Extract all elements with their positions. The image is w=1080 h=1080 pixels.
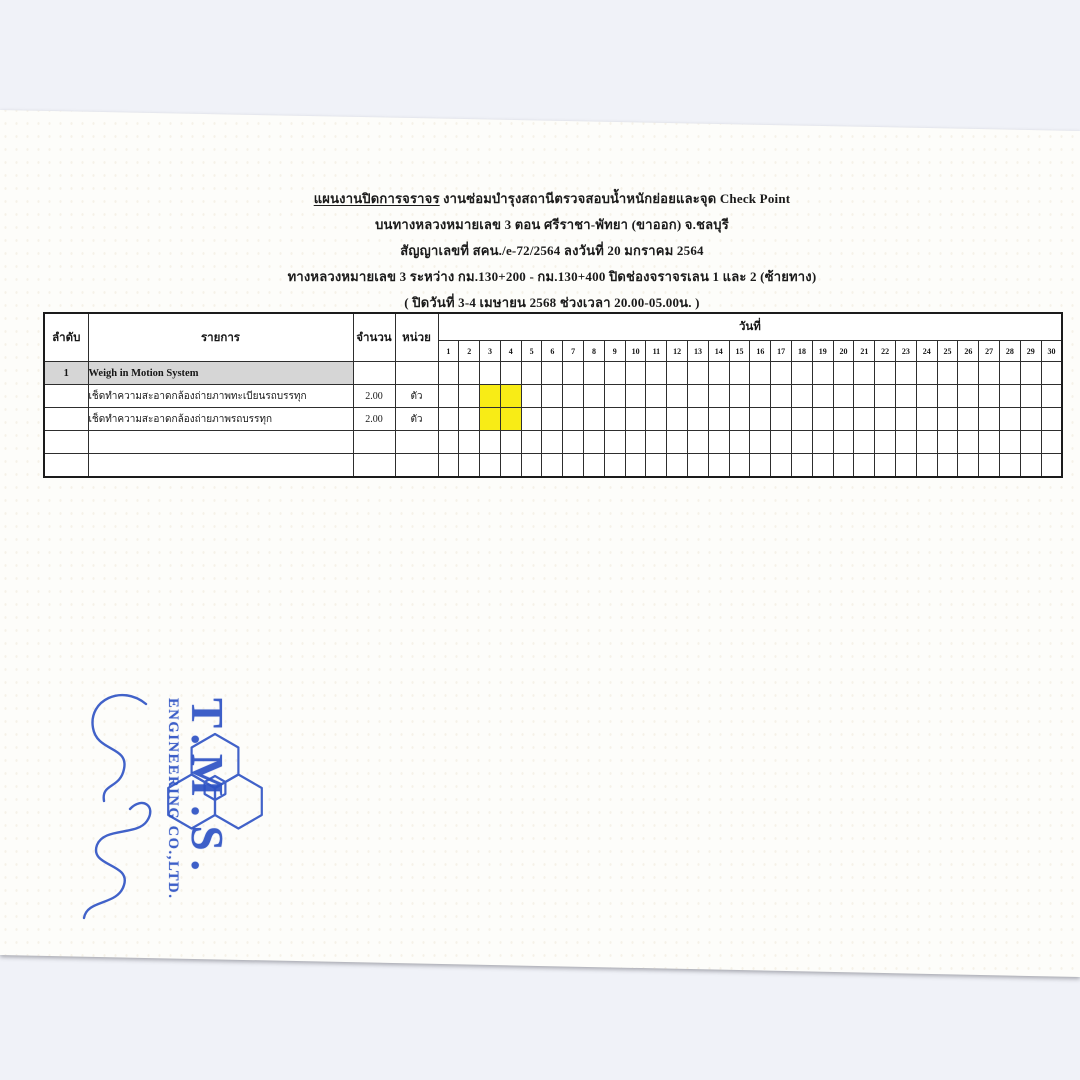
- schedule-day-cell: [916, 408, 937, 431]
- schedule-day-cell: [979, 385, 1000, 408]
- row-qty-cell: 2.00: [353, 385, 395, 408]
- schedule-day-cell: [1020, 431, 1041, 454]
- row-unit-cell: [395, 454, 438, 477]
- day-header-24: 24: [916, 341, 937, 362]
- title-line-3: สัญญาเลขที่ สคน./e-72/2564 ลงวันที่ 20 มกราคม 2564: [400, 243, 704, 258]
- schedule-day-cell: [563, 362, 584, 385]
- schedule-day-cell: [688, 431, 709, 454]
- day-header-25: 25: [937, 341, 958, 362]
- schedule-day-cell: [459, 362, 480, 385]
- schedule-day-cell: [604, 362, 625, 385]
- schedule-day-cell: [729, 362, 750, 385]
- schedule-day-cell: [563, 454, 584, 477]
- day-header-2: 2: [459, 341, 480, 362]
- task-row: [44, 408, 1062, 431]
- schedule-day-cell: [604, 408, 625, 431]
- schedule-day-cell: [542, 385, 563, 408]
- schedule-day-cell: [438, 362, 459, 385]
- col-header-no: ลำดับ: [44, 313, 88, 362]
- row-item-cell: Weigh in Motion System: [88, 362, 353, 385]
- day-header-15: 15: [729, 341, 750, 362]
- schedule-day-cell: [792, 385, 813, 408]
- day-header-14: 14: [708, 341, 729, 362]
- day-header-29: 29: [1020, 341, 1041, 362]
- schedule-day-cell: [854, 362, 875, 385]
- schedule-day-cell: [667, 362, 688, 385]
- schedule-day-cell: [771, 454, 792, 477]
- schedule-day-cell: [958, 431, 979, 454]
- schedule-day-cell: [854, 408, 875, 431]
- schedule-day-cell: [916, 385, 937, 408]
- schedule-day-cell: [625, 454, 646, 477]
- schedule-day-cell: [438, 385, 459, 408]
- stamp-company-name: T.M.S.: [182, 698, 232, 880]
- schedule-highlight-cell-day-3: [480, 408, 501, 431]
- schedule-day-cell: [688, 408, 709, 431]
- day-header-8: 8: [584, 341, 605, 362]
- schedule-day-cell: [771, 408, 792, 431]
- schedule-day-cell: [480, 454, 501, 477]
- schedule-day-cell: [771, 385, 792, 408]
- schedule-day-cell: [875, 431, 896, 454]
- schedule-day-cell: [937, 454, 958, 477]
- schedule-day-cell: [750, 431, 771, 454]
- schedule-day-cell: [812, 362, 833, 385]
- day-header-1: 1: [438, 341, 459, 362]
- schedule-day-cell: [667, 431, 688, 454]
- row-qty-cell: [353, 362, 395, 385]
- schedule-day-cell: [584, 385, 605, 408]
- schedule-day-cell: [1041, 362, 1062, 385]
- schedule-day-cell: [833, 454, 854, 477]
- empty-row: [44, 431, 1062, 454]
- schedule-day-cell: [604, 454, 625, 477]
- schedule-day-cell: [1041, 454, 1062, 477]
- schedule-day-cell: [750, 454, 771, 477]
- company-stamp: [60, 688, 295, 928]
- col-header-date-group: วันที่: [438, 313, 1062, 341]
- schedule-day-cell: [1000, 454, 1021, 477]
- schedule-day-cell: [438, 408, 459, 431]
- schedule-day-cell: [958, 408, 979, 431]
- schedule-day-cell: [833, 362, 854, 385]
- schedule-day-cell: [708, 454, 729, 477]
- schedule-day-cell: [896, 431, 917, 454]
- schedule-day-cell: [459, 408, 480, 431]
- schedule-day-cell: [1020, 385, 1041, 408]
- schedule-day-cell: [833, 431, 854, 454]
- schedule-day-cell: [729, 408, 750, 431]
- schedule-day-cell: [750, 408, 771, 431]
- row-no-cell: [44, 454, 88, 477]
- row-unit-cell: ตัว: [395, 408, 438, 431]
- day-header-17: 17: [771, 341, 792, 362]
- schedule-day-cell: [480, 431, 501, 454]
- schedule-day-cell: [854, 385, 875, 408]
- day-header-5: 5: [521, 341, 542, 362]
- day-header-22: 22: [875, 341, 896, 362]
- schedule-day-cell: [646, 408, 667, 431]
- schedule-day-cell: [896, 362, 917, 385]
- schedule-day-cell: [521, 362, 542, 385]
- schedule-day-cell: [563, 431, 584, 454]
- day-header-30: 30: [1041, 341, 1062, 362]
- schedule-day-cell: [646, 385, 667, 408]
- document-title-block: [43, 186, 1061, 316]
- schedule-day-cell: [937, 385, 958, 408]
- schedule-day-cell: [1020, 362, 1041, 385]
- schedule-day-cell: [916, 362, 937, 385]
- schedule-day-cell: [979, 454, 1000, 477]
- section-row: [44, 362, 1062, 385]
- row-no-cell: [44, 385, 88, 408]
- schedule-day-cell: [542, 431, 563, 454]
- schedule-day-cell: [604, 385, 625, 408]
- day-header-16: 16: [750, 341, 771, 362]
- schedule-day-cell: [792, 454, 813, 477]
- schedule-day-cell: [563, 385, 584, 408]
- row-no-cell: [44, 431, 88, 454]
- schedule-day-cell: [459, 385, 480, 408]
- schedule-day-cell: [459, 431, 480, 454]
- schedule-day-cell: [625, 408, 646, 431]
- schedule-day-cell: [646, 454, 667, 477]
- work-schedule-table: [43, 312, 1063, 478]
- row-item-cell: เช็ดทำความสะอาดกล้องถ่ายภาพรถบรรทุก: [88, 408, 353, 431]
- day-header-20: 20: [833, 341, 854, 362]
- title-line-1-rest: งานซ่อมบำรุงสถานีตรวจสอบน้ำหนักย่อยและจุด Check Point: [439, 191, 791, 206]
- schedule-day-cell: [521, 385, 542, 408]
- row-qty-cell: [353, 454, 395, 477]
- schedule-day-cell: [604, 431, 625, 454]
- col-header-unit: หน่วย: [395, 313, 438, 362]
- schedule-day-cell: [646, 431, 667, 454]
- day-header-12: 12: [667, 341, 688, 362]
- schedule-day-cell: [792, 362, 813, 385]
- day-header-13: 13: [688, 341, 709, 362]
- schedule-day-cell: [1041, 385, 1062, 408]
- schedule-day-cell: [521, 408, 542, 431]
- schedule-day-cell: [854, 431, 875, 454]
- schedule-day-cell: [667, 454, 688, 477]
- title-line-1-underlined: แผนงานปิดการจราจร: [313, 191, 440, 206]
- schedule-day-cell: [792, 408, 813, 431]
- day-header-27: 27: [979, 341, 1000, 362]
- schedule-day-cell: [1000, 431, 1021, 454]
- schedule-day-cell: [688, 362, 709, 385]
- schedule-day-cell: [438, 454, 459, 477]
- title-line-2: บนทางหลวงหมายเลข 3 ตอน ศรีราชา-พัทยา (ขาออก) จ.ชลบุรี: [375, 217, 729, 232]
- schedule-day-cell: [958, 385, 979, 408]
- schedule-day-cell: [896, 385, 917, 408]
- schedule-day-cell: [812, 454, 833, 477]
- schedule-day-cell: [708, 385, 729, 408]
- row-no-cell: [44, 408, 88, 431]
- schedule-day-cell: [792, 431, 813, 454]
- title-line-1: [43, 186, 1061, 212]
- schedule-day-cell: [500, 362, 521, 385]
- schedule-day-cell: [542, 408, 563, 431]
- schedule-day-cell: [812, 431, 833, 454]
- col-header-qty: จำนวน: [353, 313, 395, 362]
- schedule-day-cell: [979, 362, 1000, 385]
- day-header-28: 28: [1000, 341, 1021, 362]
- schedule-day-cell: [1000, 362, 1021, 385]
- schedule-day-cell: [1020, 408, 1041, 431]
- schedule-day-cell: [625, 385, 646, 408]
- schedule-day-cell: [750, 362, 771, 385]
- day-header-23: 23: [896, 341, 917, 362]
- schedule-day-cell: [521, 431, 542, 454]
- day-header-19: 19: [812, 341, 833, 362]
- schedule-day-cell: [1000, 408, 1021, 431]
- schedule-day-cell: [688, 454, 709, 477]
- title-line-5: ( ปิดวันที่ 3-4 เมษายน 2568 ช่วงเวลา 20.00-05.00น. ): [404, 295, 700, 310]
- schedule-day-cell: [1000, 385, 1021, 408]
- schedule-day-cell: [542, 362, 563, 385]
- schedule-day-cell: [667, 385, 688, 408]
- day-header-21: 21: [854, 341, 875, 362]
- schedule-day-cell: [771, 362, 792, 385]
- schedule-day-cell: [667, 408, 688, 431]
- schedule-day-cell: [937, 362, 958, 385]
- day-header-4: 4: [500, 341, 521, 362]
- day-header-18: 18: [792, 341, 813, 362]
- schedule-day-cell: [875, 454, 896, 477]
- schedule-day-cell: [875, 408, 896, 431]
- day-header-3: 3: [480, 341, 501, 362]
- schedule-day-cell: [729, 431, 750, 454]
- row-item-cell: [88, 431, 353, 454]
- row-unit-cell: ตัว: [395, 385, 438, 408]
- schedule-day-cell: [916, 431, 937, 454]
- row-unit-cell: [395, 362, 438, 385]
- schedule-day-cell: [771, 431, 792, 454]
- schedule-day-cell: [833, 385, 854, 408]
- title-line-4: ทางหลวงหมายเลข 3 ระหว่าง กม.130+200 - กม.130+400 ปิดช่องจราจรเลน 1 และ 2 (ซ้ายทาง): [287, 269, 817, 284]
- day-header-11: 11: [646, 341, 667, 362]
- row-item-cell: เช็ดทำความสะอาดกล้องถ่ายภาพทะเบียนรถบรรทุก: [88, 385, 353, 408]
- schedule-day-cell: [937, 408, 958, 431]
- schedule-day-cell: [833, 408, 854, 431]
- schedule-day-cell: [958, 362, 979, 385]
- schedule-day-cell: [480, 362, 501, 385]
- schedule-day-cell: [1020, 454, 1041, 477]
- row-item-cell: [88, 454, 353, 477]
- schedule-day-cell: [500, 454, 521, 477]
- schedule-day-cell: [729, 454, 750, 477]
- schedule-day-cell: [729, 385, 750, 408]
- schedule-day-cell: [979, 408, 1000, 431]
- schedule-day-cell: [625, 362, 646, 385]
- schedule-day-cell: [896, 408, 917, 431]
- stamp-company-subtitle: ENGINEERING CO.,LTD.: [165, 698, 181, 900]
- schedule-day-cell: [875, 385, 896, 408]
- schedule-day-cell: [542, 454, 563, 477]
- schedule-day-cell: [1041, 408, 1062, 431]
- schedule-day-cell: [875, 362, 896, 385]
- schedule-day-cell: [854, 454, 875, 477]
- empty-row: [44, 454, 1062, 477]
- schedule-day-cell: [459, 454, 480, 477]
- row-unit-cell: [395, 431, 438, 454]
- schedule-highlight-cell-day-4: [500, 385, 521, 408]
- day-header-6: 6: [542, 341, 563, 362]
- schedule-day-cell: [563, 408, 584, 431]
- schedule-day-cell: [584, 431, 605, 454]
- row-qty-cell: [353, 431, 395, 454]
- schedule-day-cell: [937, 431, 958, 454]
- schedule-day-cell: [708, 431, 729, 454]
- schedule-day-cell: [584, 454, 605, 477]
- schedule-day-cell: [688, 385, 709, 408]
- day-header-10: 10: [625, 341, 646, 362]
- schedule-day-cell: [750, 385, 771, 408]
- schedule-day-cell: [1041, 431, 1062, 454]
- schedule-day-cell: [916, 454, 937, 477]
- row-no-cell: 1: [44, 362, 88, 385]
- schedule-day-cell: [812, 408, 833, 431]
- day-header-26: 26: [958, 341, 979, 362]
- schedule-day-cell: [584, 362, 605, 385]
- schedule-day-cell: [521, 454, 542, 477]
- day-header-9: 9: [604, 341, 625, 362]
- row-qty-cell: 2.00: [353, 408, 395, 431]
- signature-squiggle-icon: [84, 695, 150, 918]
- schedule-day-cell: [708, 362, 729, 385]
- schedule-highlight-cell-day-3: [480, 385, 501, 408]
- col-header-item: รายการ: [88, 313, 353, 362]
- schedule-day-cell: [958, 454, 979, 477]
- schedule-day-cell: [500, 431, 521, 454]
- schedule-day-cell: [438, 431, 459, 454]
- schedule-day-cell: [896, 454, 917, 477]
- schedule-day-cell: [979, 431, 1000, 454]
- schedule-day-cell: [625, 431, 646, 454]
- schedule-day-cell: [646, 362, 667, 385]
- stamp-text: [148, 698, 232, 916]
- schedule-day-cell: [708, 408, 729, 431]
- schedule-highlight-cell-day-4: [500, 408, 521, 431]
- day-header-7: 7: [563, 341, 584, 362]
- schedule-day-cell: [584, 408, 605, 431]
- schedule-day-cell: [812, 385, 833, 408]
- task-row: [44, 385, 1062, 408]
